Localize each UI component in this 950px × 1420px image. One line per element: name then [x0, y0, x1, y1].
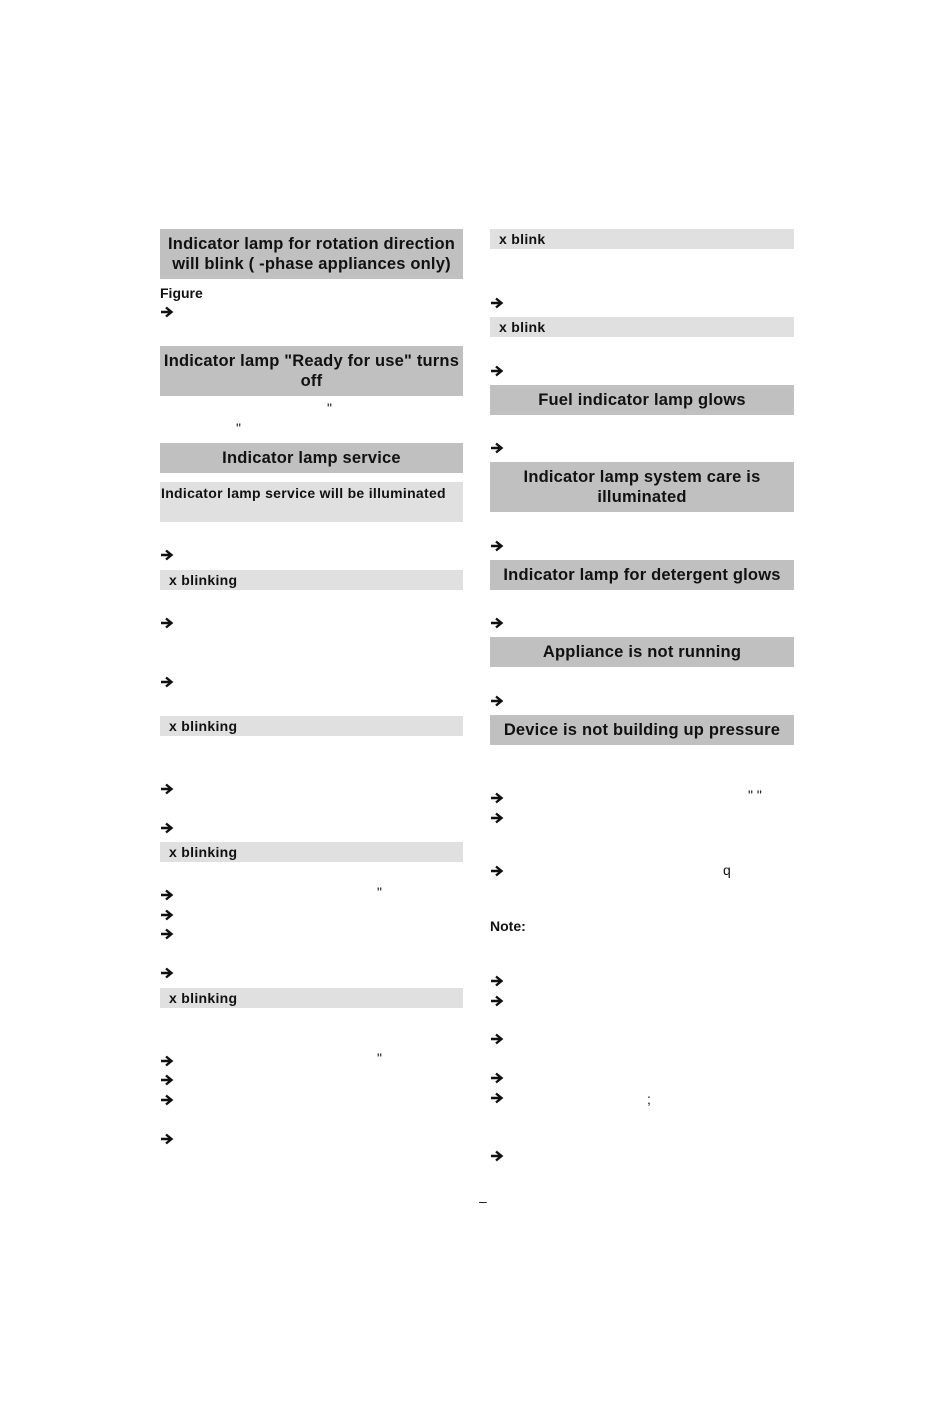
- stray-character: q: [723, 862, 731, 878]
- heading-fuel-indicator: [490, 385, 794, 415]
- arrow-icon: [160, 617, 174, 629]
- subheading-x-blinking: [160, 988, 463, 1008]
- arrow-icon: [160, 1074, 174, 1086]
- heading-not-running-text: Appliance is not running: [542, 643, 742, 661]
- heading-no-pressure-text: Device is not building up pressure: [503, 721, 781, 739]
- heading-indicator-service-text: Indicator lamp service: [222, 449, 401, 467]
- arrow-icon: [490, 792, 504, 804]
- arrow-icon: [160, 822, 174, 834]
- arrow-icon: [160, 783, 174, 795]
- arrow-icon: [160, 909, 174, 921]
- heading-ready-for-use-text: Indicator lamp "Ready for use" turns off: [163, 352, 460, 390]
- stray-quote: ": [377, 884, 382, 900]
- arrow-icon: [160, 889, 174, 901]
- heading-rotation-direction-text: Indicator lamp for rotation direction will blink ( -phase appliances only): [168, 235, 455, 273]
- arrow-icon: [490, 617, 504, 629]
- arrow-icon: [490, 695, 504, 707]
- heading-indicator-service: [160, 443, 463, 473]
- heading-detergent: [490, 560, 794, 590]
- arrow-icon: [160, 549, 174, 561]
- stray-quote: ": [236, 420, 241, 436]
- arrow-icon: [490, 540, 504, 552]
- subheading-x-blinking: [160, 842, 463, 862]
- subheading-service-illuminated: [160, 482, 463, 522]
- x-blink-text: x blink: [499, 230, 546, 247]
- note-label: Note:: [490, 918, 526, 934]
- arrow-icon: [490, 865, 504, 877]
- arrow-icon: [490, 365, 504, 377]
- arrow-icon: [490, 1033, 504, 1045]
- arrow-icon: [160, 1133, 174, 1145]
- arrow-icon: [490, 995, 504, 1007]
- arrow-icon: [160, 1094, 174, 1106]
- x-blinking-text: x blinking: [169, 571, 238, 588]
- arrow-icon: [160, 928, 174, 940]
- arrow-icon: [490, 1072, 504, 1084]
- x-blinking-text: x blinking: [169, 717, 238, 734]
- arrow-icon: [160, 967, 174, 979]
- subheading-service-illuminated-text: Indicator lamp service will be illuminated: [161, 485, 446, 501]
- heading-ready-for-use: [160, 346, 463, 396]
- figure-label: Figure: [160, 285, 203, 301]
- page-number-mark: –: [479, 1193, 487, 1209]
- arrow-icon: [490, 812, 504, 824]
- x-blink-text: x blink: [499, 318, 546, 335]
- x-blinking-text: x blinking: [169, 989, 238, 1006]
- arrow-icon: [160, 306, 174, 318]
- x-blinking-text: x blinking: [169, 843, 238, 860]
- heading-no-pressure: [490, 715, 794, 745]
- heading-fuel-indicator-text: Fuel indicator lamp glows: [538, 391, 746, 409]
- subheading-x-blinking: [160, 716, 463, 736]
- stray-quote: ": [377, 1050, 382, 1066]
- arrow-icon: [490, 297, 504, 309]
- heading-detergent-text: Indicator lamp for detergent glows: [503, 566, 781, 584]
- heading-system-care-text: Indicator lamp system care is illuminated: [523, 468, 761, 506]
- arrow-icon: [160, 1055, 174, 1067]
- heading-rotation-direction: [160, 229, 463, 279]
- arrow-icon: [490, 442, 504, 454]
- stray-character: ;: [647, 1091, 651, 1107]
- heading-system-care: [490, 462, 794, 512]
- heading-not-running: [490, 637, 794, 667]
- arrow-icon: [490, 1150, 504, 1162]
- arrow-icon: [490, 1092, 504, 1104]
- arrow-icon: [160, 676, 174, 688]
- arrow-icon: [490, 975, 504, 987]
- subheading-x-blinking: [160, 570, 463, 590]
- stray-quote: ": [327, 400, 332, 416]
- subheading-x-blink: [490, 229, 794, 249]
- stray-quotes: " ": [748, 787, 762, 803]
- subheading-x-blink: [490, 317, 794, 337]
